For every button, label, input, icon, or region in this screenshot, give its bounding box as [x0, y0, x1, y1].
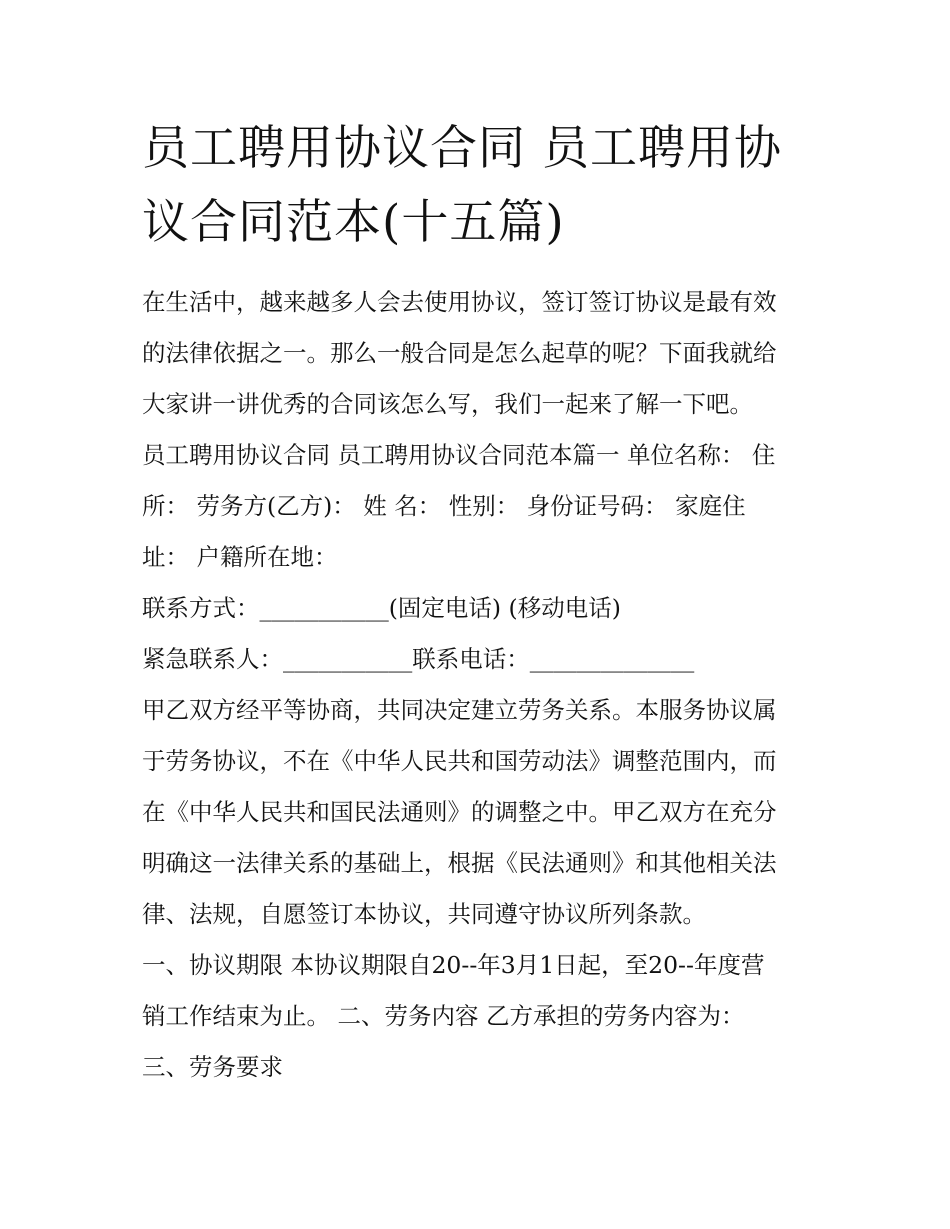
party-info-line: 员工聘用协议合同 员工聘用协议合同范本篇一 单位名称： 住 [142, 441, 776, 469]
title-line: 议合同范本(十五篇) [142, 195, 565, 250]
agreement-paragraph-line: 于劳务协议，不在《中华人民共和国劳动法》调整范围内，而 [142, 747, 777, 775]
intro-line: 大家讲一讲优秀的合同该怎么写，我们一起来了解一下吧。 [142, 390, 753, 418]
document-body [142, 277, 817, 1093]
clause-line: 销工作结束为止。 二、劳务内容 乙方承担的劳务内容为： [142, 1002, 745, 1030]
party-info-line: 址： 户籍所在地： [142, 543, 338, 571]
agreement-paragraph-line: 律、法规，自愿签订本协议，共同遵守协议所列条款。 [142, 900, 706, 928]
contact-line: 联系方式：___________(固定电话) (移动电话) [142, 594, 621, 622]
document-title [142, 112, 822, 260]
clause-heading: 三、劳务要求 [142, 1053, 283, 1081]
agreement-paragraph-line: 甲乙双方经平等协商，共同决定建立劳务关系。本服务协议属 [142, 696, 777, 724]
party-info-line: 所： 劳务方(乙方)： 姓 名： 性别： 身份证号码： 家庭住 [142, 492, 746, 520]
agreement-paragraph-line: 在《中华人民共和国民法通则》的调整之中。甲乙双方在充分 [142, 798, 777, 826]
agreement-paragraph-line: 明确这一法律关系的基础上，根据《民法通则》和其他相关法 [142, 849, 777, 877]
intro-line: 在生活中，越来越多人会去使用协议，签订签订协议是最有效 [142, 288, 777, 316]
title-line: 员工聘用协议合同 员工聘用协 [142, 121, 782, 176]
emergency-contact-line: 紧急联系人：___________联系电话：______________ [142, 645, 695, 673]
intro-line: 的法律依据之一。那么一般合同是怎么起草的呢？下面我就给 [142, 339, 777, 367]
clause-line: 一、协议期限 本协议期限自20--年3月1日起，至20--年度营 [142, 951, 765, 979]
